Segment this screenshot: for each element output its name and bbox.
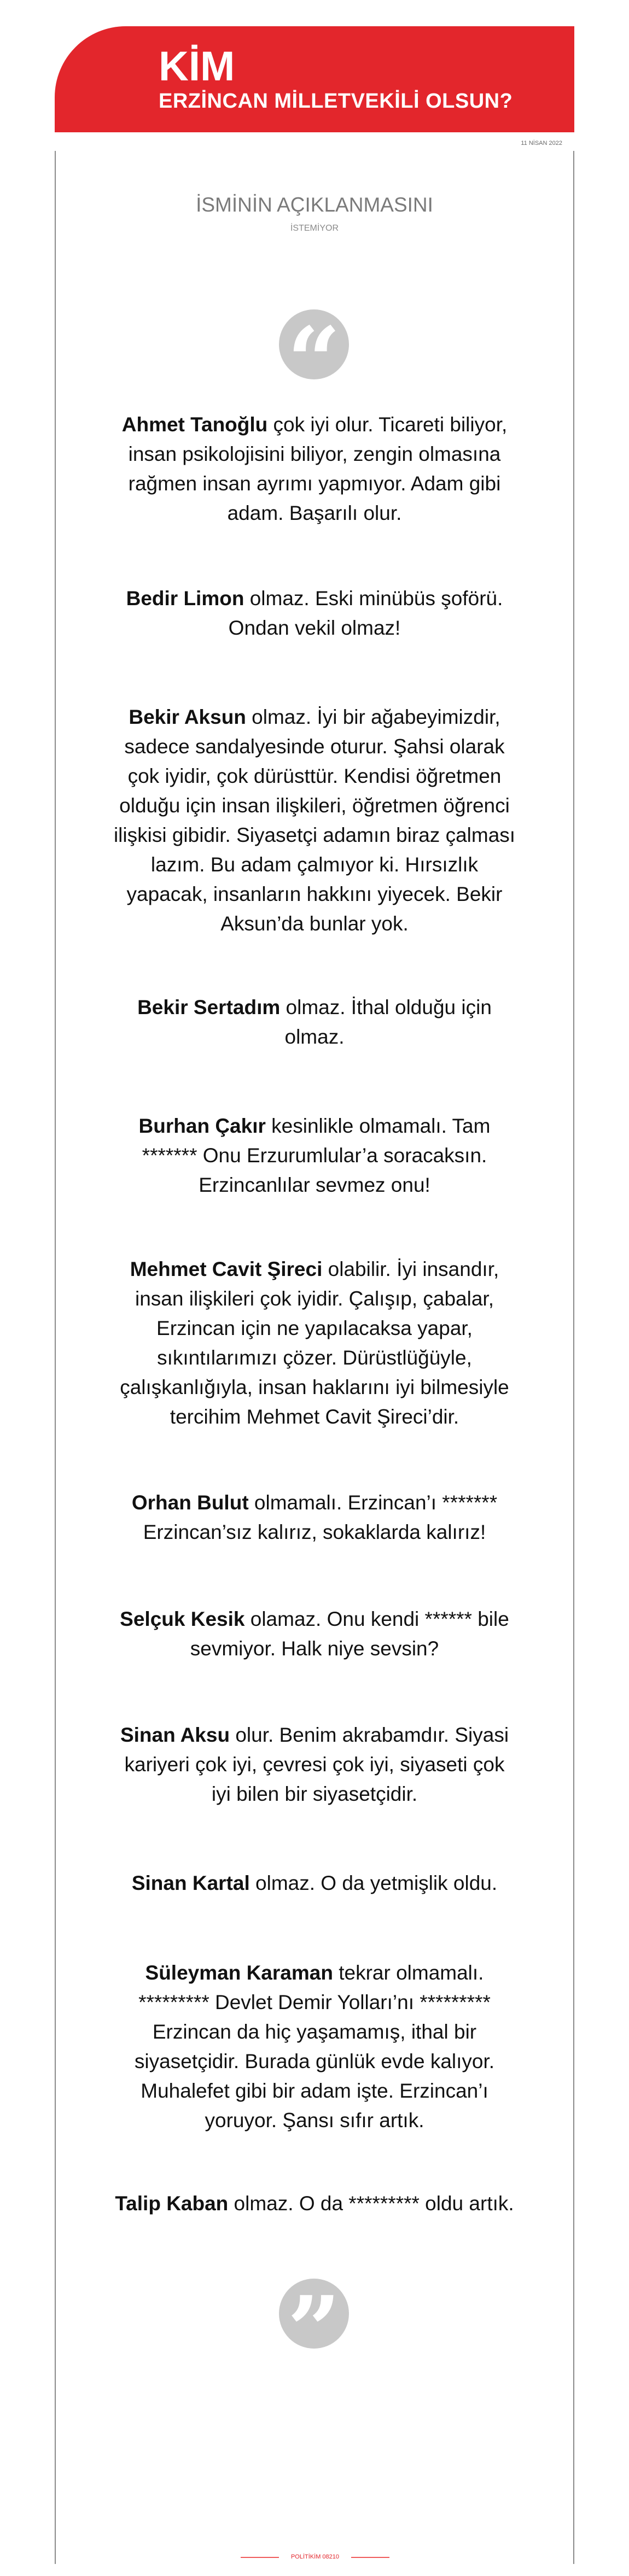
entry-name: Orhan Bulut xyxy=(131,1491,249,1514)
opening-quote-icon: “ xyxy=(279,309,349,379)
entry-text: olmaz. O da ********* oldu artık. xyxy=(228,2192,514,2215)
entry-7 xyxy=(112,1488,517,1547)
entry-name: Sinan Aksu xyxy=(120,1724,230,1746)
entry-text: olmaz. O da yetmişlik oldu. xyxy=(249,1872,498,1894)
entry-name: Bekir Aksun xyxy=(129,706,246,728)
closing-quote-icon: ” xyxy=(279,2279,349,2349)
entry-text: olmaz. İyi bir ağabeyimizdir, sadece sandalyesinde oturur. Şahsi olarak çok iyidir, çok dürüsttür. Kendisi öğretmen olduğu için insan ilişkileri, öğretmen öğrenci ilişkisi gibidir. Siyasetçi adamın biraz çalması lazım. Bu adam çalmıyor ki. Hırsızlık yapacak, insanların hakkını yiyecek. Bekir Aksun’da bunlar yok. xyxy=(113,706,516,935)
page-subtitle: ERZİNCAN MİLLETVEKİLİ OLSUN? xyxy=(159,90,513,113)
entry-name: Süleyman Karaman xyxy=(145,1962,333,1984)
entry-name: Burhan Çakır xyxy=(138,1115,266,1137)
entry-2 xyxy=(112,584,517,643)
entry-name: Selçuk Kesik xyxy=(120,1608,245,1630)
entry-text: tekrar olmamalı. ********* Devlet Demir Yolları’nı ********* Erzincan da hiç yaşamamış, ithal bir siyasetçidir. Burada günlük evde kalıyor. Muhalefet gibi bir adam işte. Erzincan’ı yoruyor. Şansı sıfır artık. xyxy=(134,1962,495,2132)
entry-text: olabilir. İyi insandır, insan ilişkileri çok iyidir. Çalışıp, çabalar, Erzincan için ne yapılacaksa yapar, sıkıntılarımızı çözer. Dürüstlüğüyle, çalışkanlığıyla, insan haklarını iyi bilmesiyle tercihim Mehmet Cavit Şireci’dir. xyxy=(120,1258,509,1428)
publish-date: 11 NİSAN 2022 xyxy=(521,140,562,147)
entry-text: olmaz. İthal olduğu için olmaz. xyxy=(280,996,492,1048)
entry-8 xyxy=(112,1605,517,1664)
entry-name: Ahmet Tanoğlu xyxy=(121,413,268,436)
entry-5 xyxy=(112,1111,517,1200)
entry-text: olmamalı. Erzincan’ı ******* Erzincan’sız kalırız, sokaklarda kalırız! xyxy=(143,1491,498,1543)
entry-name: Bekir Sertadım xyxy=(137,996,281,1018)
entry-12 xyxy=(112,2189,517,2218)
entry-1 xyxy=(112,410,517,528)
entry-3 xyxy=(112,702,517,939)
footer-divider-left xyxy=(241,2557,279,2558)
entry-6 xyxy=(112,1255,517,1432)
entry-9 xyxy=(112,1720,517,1809)
footer-divider-right xyxy=(351,2557,389,2558)
entry-4 xyxy=(112,993,517,1052)
entry-text: olamaz. Onu kendi ****** bile sevmiyor. Halk niye sevsin? xyxy=(190,1608,509,1660)
entry-11 xyxy=(112,1958,517,2135)
footer-text: POLİTİKİM 08210 xyxy=(290,2554,340,2560)
section-title: İSMİNİN AÇIKLANMASINI xyxy=(196,194,433,216)
entry-text: olur. Benim akrabamdır. Siyasi kariyeri çok iyi, çevresi çok iyi, siyaseti çok iyi bilen bir siyasetçidir. xyxy=(124,1724,509,1805)
entry-name: Sinan Kartal xyxy=(131,1872,250,1894)
entry-text: çok iyi olur. Ticareti biliyor, insan psikolojisini biliyor, zengin olmasına rağmen insan ayrımı yapmıyor. Adam gibi adam. Başarılı olur. xyxy=(128,413,508,524)
section-subtitle: İSTEMİYOR xyxy=(290,224,339,233)
entry-text: olmaz. Eski minübüs şoförü. Ondan vekil olmaz! xyxy=(228,587,503,639)
entry-name: Bedir Limon xyxy=(126,587,244,610)
entry-name: Talip Kaban xyxy=(115,2192,229,2215)
header-banner xyxy=(55,26,574,132)
entry-10 xyxy=(112,1869,517,1898)
entry-text: kesinlikle olmamalı. Tam ******* Onu Erzurumlular’a soracaksın. Erzincanlılar sevmez onu! xyxy=(142,1115,491,1196)
page-title: KİM xyxy=(159,43,235,90)
entry-name: Mehmet Cavit Şireci xyxy=(130,1258,323,1280)
